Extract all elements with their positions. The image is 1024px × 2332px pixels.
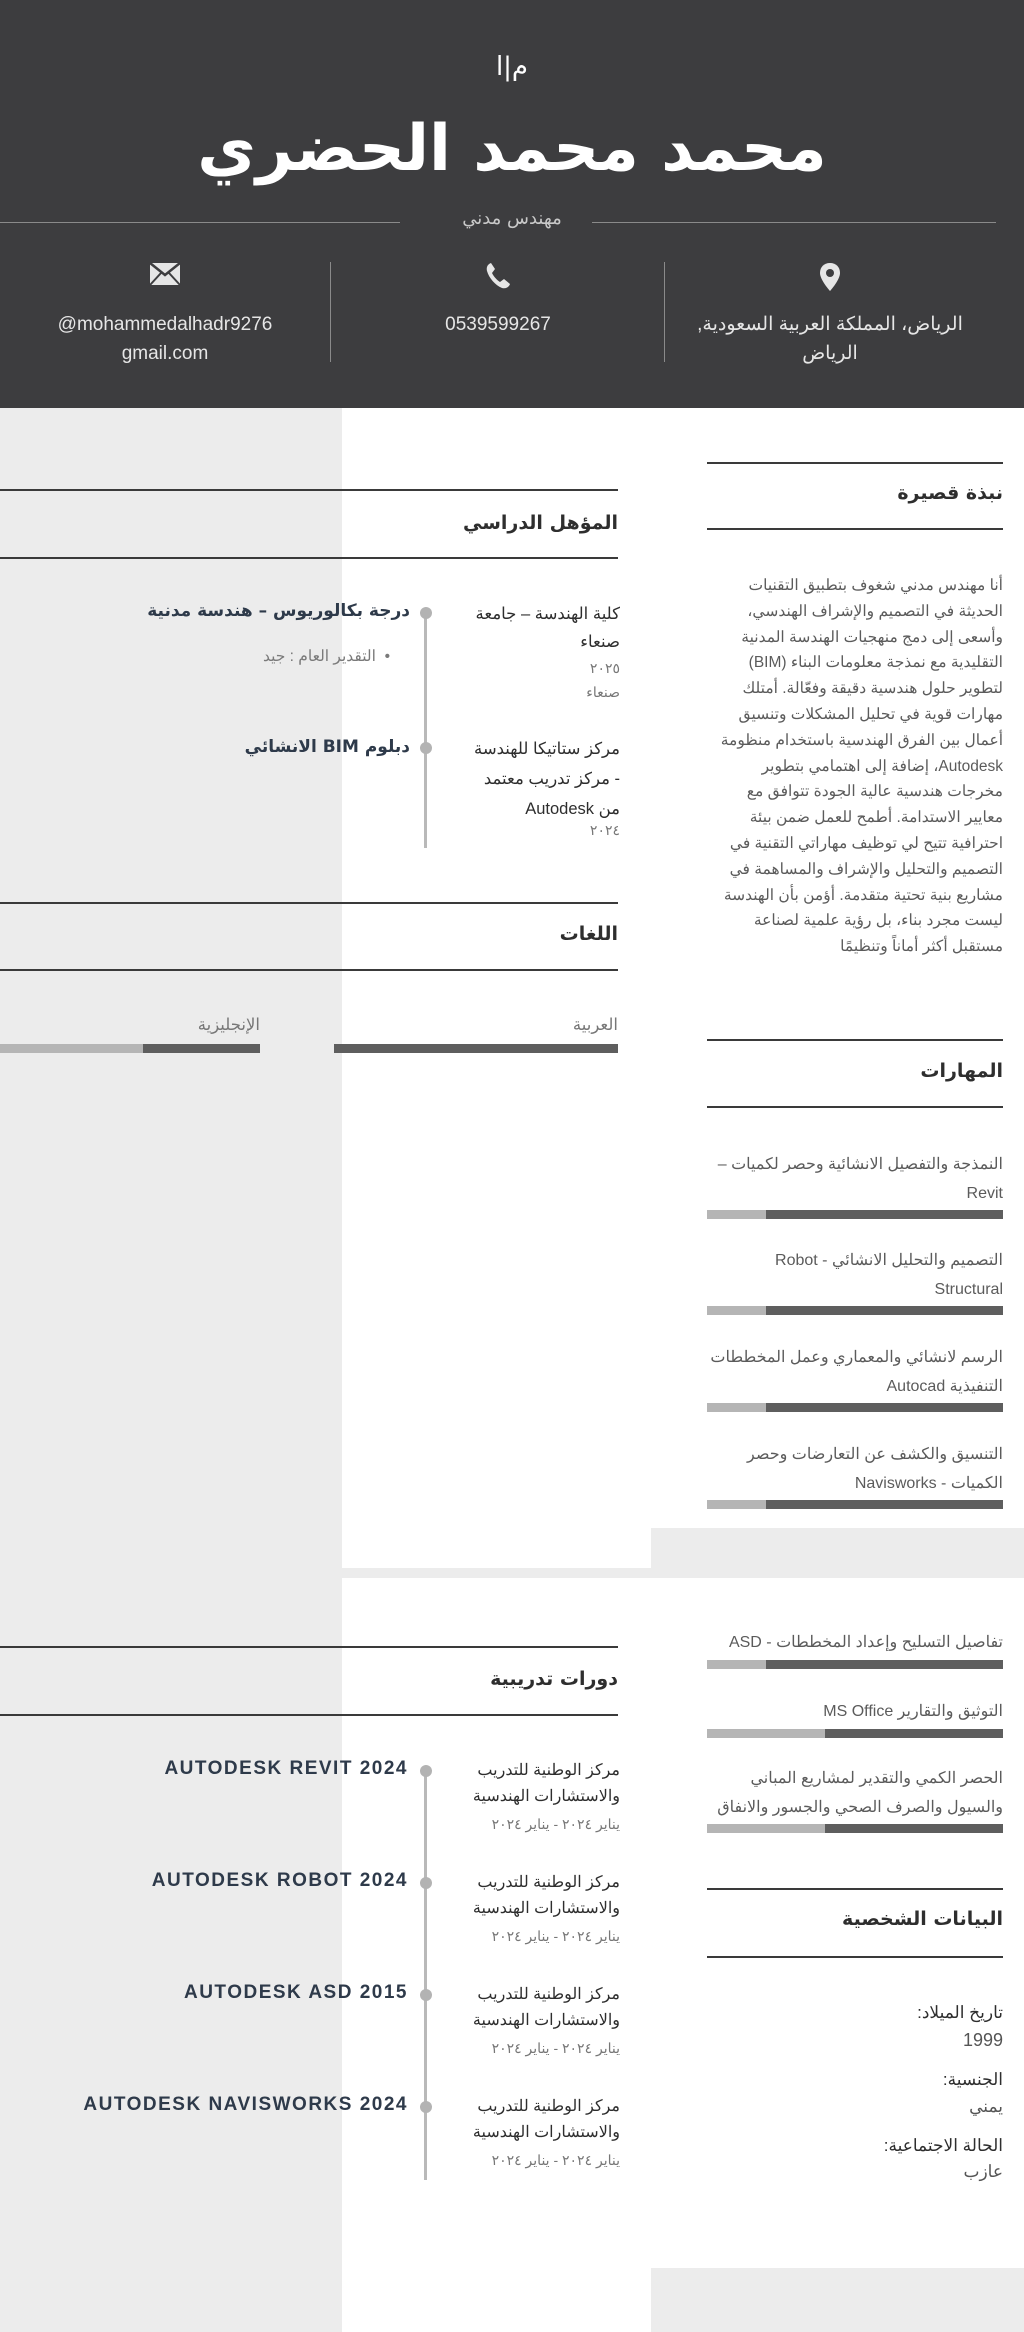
skill-label: التصميم والتحليل الانشائي - Robot Structural: [775, 1252, 1003, 1298]
person-name: محمد محمد الحضري: [197, 112, 827, 186]
main-column-page2: [342, 1578, 651, 2332]
skill-label: الحصر الكمي والتقدير لمشاريع المباني والسيول والصرف الصحي والجسور والانفاق: [717, 1770, 1003, 1816]
skill-level-remaining: [707, 1824, 825, 1833]
education-note-text: التقدير العام : جيد: [262, 648, 376, 665]
education-title: المؤهل الدراسي: [462, 512, 618, 534]
skill-level-remaining: [707, 1729, 825, 1738]
skill-level-bar: [707, 1660, 1003, 1669]
timeline-dot: [420, 2101, 432, 2113]
main-column-page1: [342, 408, 651, 1568]
course-name: AUTODESK NAVISWORKS 2024: [83, 2094, 408, 2115]
nationality-label: الجنسية:: [942, 2070, 1003, 2089]
course-date: يناير ٢٠٢٤ - يناير ٢٠٢٤: [491, 1816, 620, 1832]
course-provider: مركز الوطنية للتدريب والاستشارات الهندسية: [472, 2098, 620, 2141]
education-place: صنعاء: [586, 684, 620, 700]
marital-status-label: الحالة الاجتماعية:: [883, 2136, 1003, 2155]
education-year: ٢٠٢٥: [589, 660, 620, 676]
page-break-band: [342, 1568, 1024, 1578]
timeline-dot: [420, 1765, 432, 1777]
course-provider: مركز الوطنية للتدريب والاستشارات الهندسية: [472, 1874, 620, 1917]
personal-title: البيانات الشخصية: [842, 1908, 1003, 1930]
language-level-bar: [334, 1044, 618, 1053]
skill-level-remaining: [707, 1210, 766, 1219]
section-rule: [707, 1106, 1003, 1108]
job-title: مهندس مدني: [462, 208, 562, 229]
timeline-dot: [420, 1989, 432, 2001]
section-rule: [707, 1888, 1003, 1890]
language-name: العربية: [572, 1016, 618, 1034]
contact-divider: [664, 262, 665, 362]
section-rule: [0, 1646, 618, 1648]
skill-level-bar: [707, 1403, 1003, 1412]
languages-title: اللغات: [559, 923, 618, 945]
education-degree: درجة بكالوريوس – هندسة مدنية: [147, 601, 410, 621]
education-note: [0, 647, 390, 666]
section-rule: [707, 1039, 1003, 1041]
course-name: AUTODESK ASD 2015: [183, 1982, 408, 2003]
contact-address: [680, 262, 980, 369]
section-rule: [0, 902, 618, 904]
course-date: يناير ٢٠٢٤ - يناير ٢٠٢٤: [491, 1928, 620, 1944]
timeline-dot: [420, 1877, 432, 1889]
course-provider: مركز الوطنية للتدريب والاستشارات الهندسية: [472, 1762, 620, 1805]
summary-title: نبذة قصيرة: [897, 482, 1003, 504]
education-degree: دبلوم BIM الانشائي: [244, 737, 410, 757]
envelope-icon: [15, 262, 315, 296]
contact-email[interactable]: [15, 262, 315, 369]
course-name: AUTODESK REVIT 2024: [164, 1758, 408, 1779]
timeline-dot: [420, 742, 432, 754]
skill-level-bar: [707, 1824, 1003, 1833]
section-rule: [0, 1714, 618, 1716]
skill-level-bar: [707, 1306, 1003, 1315]
section-rule: [0, 557, 618, 559]
summary-text: أنا مهندس مدني شغوف بتطبيق التقنيات الحديثة في التصميم والإشراف الهندسي، وأسعى إلى دمج منهجيات الهندسة المدنية التقليدية مع نمذجة معلومات البناء (BIM) لتطوير حلول هندسية دقيقة وفعّالة. أمتلك مهارات قوية في تحليل المشكلات وتنسيق أعمال بين الفرق الهندسية باستخدام منظومة Autodesk، إضافة إلى اهتمامي بتطوير مخرجات هندسية عالية الجودة تتوافق مع معايير الاستدامة. أطمح للعمل ضمن بيئة احترافية تتيح لي توظيف مهاراتي التقنية في التصميم والتحليل والإشراف والمساهمة في مشاريع بنية تحتية متقدمة. أؤمن بأن الهندسة ليست مجرد بناء، بل رؤية علمية لصناعة مستقبل أكثر أماناً وتنظيمًا: [720, 577, 1003, 956]
language-level-bar: [0, 1044, 260, 1053]
contact-divider: [330, 262, 331, 362]
skill-label: الرسم لانشائي والمعماري وعمل المخططات التنفيذية Autocad: [710, 1349, 1003, 1395]
address-text: الرياض، المملكة العربية السعودية, الرياض: [697, 314, 963, 365]
language-level-remaining: [0, 1044, 143, 1053]
section-rule: [0, 489, 618, 491]
skill-level-remaining: [707, 1403, 766, 1412]
skills-title: المهارات: [920, 1060, 1003, 1082]
course-name: AUTODESK ROBOT 2024: [151, 1870, 408, 1891]
phone-text: 0539599267: [445, 314, 551, 335]
section-rule: [707, 528, 1003, 530]
contact-phone[interactable]: [348, 262, 648, 339]
skill-level-remaining: [707, 1660, 766, 1669]
skill-label: النمذجة والتفصيل الانشائية وحصر لكميات – Revit: [717, 1156, 1003, 1202]
skill-level-remaining: [707, 1500, 766, 1509]
resume-header: [0, 0, 1024, 408]
nationality-value: يمني: [969, 2097, 1003, 2116]
education-timeline: [424, 612, 427, 848]
birthdate-value: 1999: [962, 2030, 1003, 2050]
skill-level-remaining: [707, 1306, 766, 1315]
bullet-point: •: [375, 648, 390, 665]
phone-icon: [348, 262, 648, 296]
skill-level-bar: [707, 1729, 1003, 1738]
courses-timeline: [424, 1770, 427, 2180]
language-name: الإنجليزية: [197, 1016, 260, 1034]
education-institution: كلية الهندسة – جامعة صنعاء: [475, 605, 620, 651]
course-date: يناير ٢٠٢٤ - يناير ٢٠٢٤: [491, 2152, 620, 2168]
education-year: ٢٠٢٤: [589, 822, 620, 838]
birthdate-label: تاريخ الميلاد:: [917, 2003, 1003, 2022]
education-institution: مركز ستاتيكا للهندسة - مركز تدريب معتمد من Autodesk: [473, 740, 620, 818]
skill-level-bar: [707, 1210, 1003, 1219]
skill-label: التنسيق والكشف عن التعارضات وحصر الكميات - Navisworks: [747, 1446, 1003, 1492]
course-date: يناير ٢٠٢٤ - يناير ٢٠٢٤: [491, 2040, 620, 2056]
section-rule: [707, 1956, 1003, 1958]
initials-monogram: م|ا: [495, 52, 529, 82]
section-rule: [0, 969, 618, 971]
section-rule: [707, 462, 1003, 464]
timeline-dot: [420, 607, 432, 619]
skill-label: التوثيق والتقارير MS Office: [823, 1703, 1003, 1720]
skill-level-bar: [707, 1500, 1003, 1509]
email-text: mohammedalhadr9276@ gmail.com: [57, 314, 273, 365]
course-provider: مركز الوطنية للتدريب والاستشارات الهندسية: [472, 1986, 620, 2029]
skill-label: تفاصيل التسليح وإعداد المخططات - ASD: [728, 1634, 1003, 1651]
map-pin-icon: [680, 262, 980, 296]
marital-status-value: عازب: [963, 2162, 1003, 2181]
courses-title: دورات تدريبية: [490, 1668, 618, 1690]
